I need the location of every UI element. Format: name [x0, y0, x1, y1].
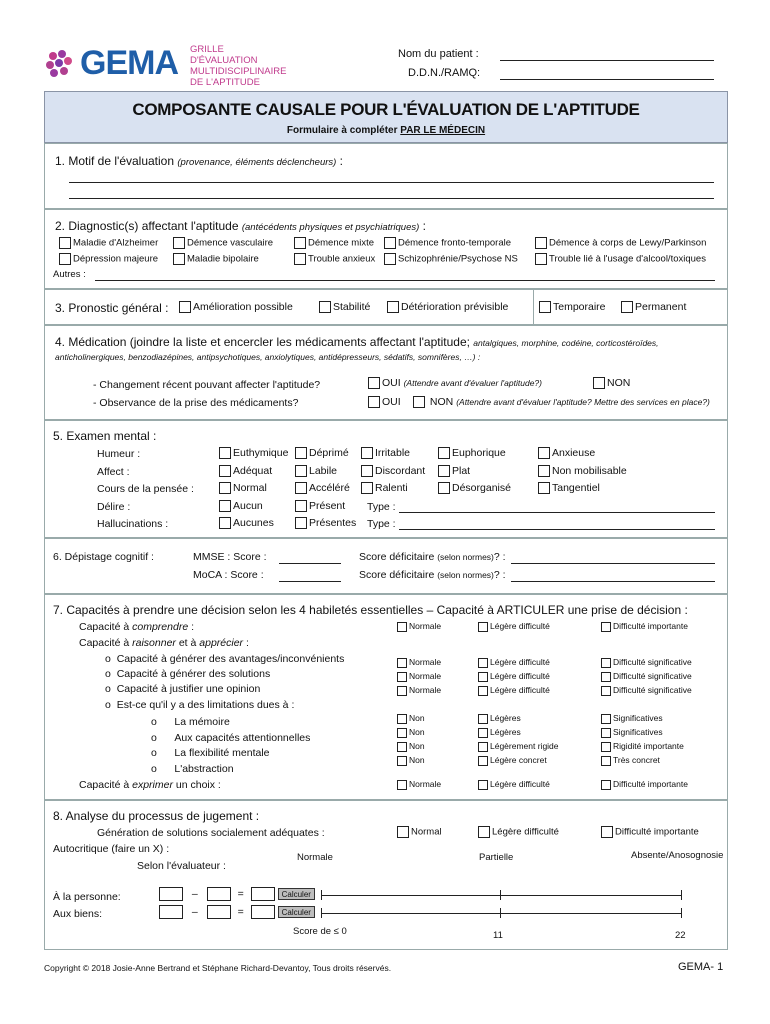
bullet-o: o: [105, 668, 111, 680]
moca-score-field[interactable]: [279, 581, 341, 582]
s7-opt: Difficulté significative: [613, 657, 692, 667]
section-motif: [44, 143, 728, 209]
s7-opt: Normale: [409, 685, 442, 695]
opt-amelioration: Amélioration possible: [193, 301, 293, 313]
cb-s5-3-0[interactable]: [219, 500, 231, 512]
opt-vasculaire: Démence vasculaire: [187, 237, 274, 249]
s7-opt: Difficulté importante: [613, 779, 688, 789]
cb-s7-0-1[interactable]: [478, 622, 488, 632]
type-label: Type :: [367, 518, 396, 530]
def-label-2: Score déficitaire: [359, 569, 438, 581]
section-pronostic: [44, 289, 728, 325]
c1b: comprendre: [132, 621, 189, 633]
motif-field-2[interactable]: [69, 198, 714, 199]
cb-s7-4-1[interactable]: [478, 714, 488, 724]
s5-opt: Déprimé: [309, 447, 349, 459]
s7-opt: Légère difficulté: [490, 685, 550, 695]
cb-s7-0-0[interactable]: [397, 622, 407, 632]
cb-gen-normal[interactable]: [397, 826, 409, 838]
ddn-label: D.D.N./RAMQ:: [408, 67, 481, 79]
opt-schizo: Schizophrénie/Psychose NS: [398, 253, 518, 265]
bullet-o: o: [151, 732, 157, 744]
lim-4: L'abstraction: [174, 763, 234, 775]
cb-s5-2-4[interactable]: [538, 482, 550, 494]
gen-legere: Légère difficulté: [492, 826, 559, 838]
def-label-1: Score déficitaire: [359, 551, 438, 563]
mmse-score-field[interactable]: [279, 563, 341, 564]
s5-opt: Anxieuse: [552, 447, 596, 459]
s5-label: 5. Examen mental :: [53, 429, 157, 443]
cb-depression[interactable]: [59, 253, 71, 265]
cb-s7-6-0[interactable]: [397, 742, 407, 752]
s7-opt: Légère difficulté: [490, 779, 550, 789]
cb-s5-0-1[interactable]: [295, 447, 307, 459]
s5-opt: Désorganisé: [452, 482, 511, 494]
cb-q2-non[interactable]: [413, 396, 425, 408]
s8-label: 8. Analyse du processus de jugement :: [53, 809, 260, 823]
cb-s5-1-4[interactable]: [538, 465, 550, 477]
moca-label: MoCA : Score :: [193, 569, 264, 581]
q2-label: - Observance de la prise des médicaments?: [93, 397, 299, 409]
s5-opt: Adéquat: [233, 464, 273, 477]
s5-opt: Présent: [309, 499, 346, 512]
cb-s7-3-0[interactable]: [397, 686, 407, 696]
s7-opt: Non: [409, 727, 425, 737]
brain-logo-icon: [42, 46, 76, 80]
s7-opt: Difficulté significative: [613, 671, 692, 681]
c2e: :: [243, 637, 249, 649]
s7-opt: Légères: [490, 713, 521, 723]
c2b: raisonner: [132, 637, 176, 649]
def-end-1: ? :: [493, 551, 506, 563]
cb-s5-0-0[interactable]: [219, 447, 231, 459]
s2-hint: (antécédents physiques et psychiatriques): [241, 222, 420, 233]
s5-opt: Aucun: [233, 499, 263, 512]
lim-1: La mémoire: [174, 716, 230, 728]
cb-s5-0-2[interactable]: [361, 447, 373, 459]
section-examen-mental: [44, 420, 728, 538]
s7-opt: Normale: [409, 671, 442, 681]
s1-label: 1. Motif de l'évaluation: [55, 154, 178, 168]
bullet-o: o: [151, 747, 157, 759]
cb-s7-2-1[interactable]: [478, 672, 488, 682]
cb-stabilite[interactable]: [319, 301, 331, 313]
motif-field-1[interactable]: [69, 182, 714, 183]
type-field[interactable]: [399, 529, 715, 530]
s7-opt: Légère difficulté: [490, 657, 550, 667]
cb-q1-oui[interactable]: [368, 377, 380, 389]
sub-3: Capacité à justifier une opinion: [116, 683, 261, 695]
patient-name-field[interactable]: [500, 60, 714, 61]
def-note-1: (selon normes): [437, 552, 494, 562]
cb-s7-4-0[interactable]: [397, 714, 407, 724]
page-title: COMPOSANTE CAUSALE POUR L'ÉVALUATION DE L'APTITUDE: [132, 100, 640, 119]
s7-opt: Légères: [490, 727, 521, 737]
section-depistage: [44, 538, 728, 594]
s1-colon: :: [336, 154, 343, 168]
s5-row-label: Affect :: [97, 465, 130, 478]
personne-score-a[interactable]: [159, 887, 183, 901]
section-capacites: [44, 594, 728, 800]
biens-score-result[interactable]: [251, 905, 275, 919]
opt-lewy: Démence à corps de Lewy/Parkinson: [549, 237, 707, 249]
cb-s5-1-2[interactable]: [361, 465, 373, 477]
biens-score-b[interactable]: [207, 905, 231, 919]
cb-s7-2-2[interactable]: [601, 672, 611, 682]
tick-11: 11: [493, 930, 503, 941]
sub-4: Est-ce qu'il y a des limitations dues à :: [116, 699, 295, 711]
s5-opt: Discordant: [375, 464, 426, 477]
s3-label: 3. Pronostic général :: [55, 301, 169, 315]
cb-s7-8-1[interactable]: [478, 780, 488, 790]
s6-label: 6. Dépistage cognitif :: [53, 551, 154, 563]
lim-3: La flexibilité mentale: [174, 747, 270, 759]
cb-s5-3-1[interactable]: [295, 500, 307, 512]
section-diagnostic: [44, 209, 728, 289]
q2-note: (Attendre avant d'évaluer l'aptitude? Mettre des services en place?): [456, 397, 710, 407]
copyright: Copyright © 2018 Josie-Anne Bertrand et Stéphane Richard-Devantoy, Tous droits réservés.: [44, 963, 392, 973]
tick-22: 22: [675, 930, 686, 941]
c3a: Capacité à: [79, 779, 133, 791]
opt-alzheimer: Maladie d'Alzheimer: [73, 237, 159, 249]
cb-s5-0-4[interactable]: [538, 447, 550, 459]
cb-s7-5-2[interactable]: [601, 728, 611, 738]
s5-opt: Irritable: [375, 447, 411, 459]
opt-bipolaire: Maladie bipolaire: [187, 253, 259, 265]
s5-row-label: Cours de la pensée :: [97, 483, 194, 495]
s7-opt: Normale: [409, 657, 442, 667]
s7-opt: Significatives: [613, 713, 663, 723]
cb-s7-4-2[interactable]: [601, 714, 611, 724]
sub-2: Capacité à générer des solutions: [116, 668, 271, 680]
s5-opt: Tangentiel: [552, 482, 600, 494]
scale-line-personne: [321, 895, 681, 896]
cb-deterioration[interactable]: [387, 301, 399, 313]
c1a: Capacité à: [79, 621, 133, 633]
s5-opt: Accéléré: [309, 482, 350, 494]
s7-opt: Légère concret: [490, 755, 547, 765]
cb-s7-5-1[interactable]: [478, 728, 488, 738]
s4-drugs1: antalgiques, morphine, codéine, corticostéroïdes,: [473, 338, 659, 348]
cb-s7-7-2[interactable]: [601, 756, 611, 766]
type-label: Type :: [367, 500, 396, 513]
bullet-o: o: [151, 763, 157, 775]
cb-s7-2-0[interactable]: [397, 672, 407, 682]
equals-sign: =: [237, 905, 244, 918]
cb-s7-5-0[interactable]: [397, 728, 407, 738]
cb-gen-importante[interactable]: [601, 826, 613, 838]
cb-lewy[interactable]: [535, 237, 547, 249]
personne-label: À la personne:: [53, 891, 121, 903]
q2-oui: OUI: [382, 396, 401, 408]
cb-s7-3-2[interactable]: [601, 686, 611, 696]
cb-temporaire[interactable]: [539, 301, 551, 313]
cb-vasculaire[interactable]: [173, 237, 185, 249]
q1-non: NON: [607, 377, 631, 389]
title-banner: [44, 91, 728, 143]
q2-non: NON: [429, 396, 454, 408]
gen-normal: Normal: [411, 826, 442, 838]
ddn-field[interactable]: [500, 79, 714, 80]
c2d: apprécier: [199, 637, 244, 649]
mmse-label: MMSE : Score :: [193, 551, 267, 563]
s5-opt: Euphorique: [452, 447, 506, 459]
s7-opt: Non: [409, 713, 425, 723]
opt-depression: Dépression majeure: [73, 253, 159, 265]
opt-stabilite: Stabilité: [333, 301, 371, 313]
subtitle-emph: PAR LE MÉDECIN: [400, 125, 486, 136]
opt-deterioration: Détérioration prévisible: [401, 301, 509, 313]
c3b: exprimer: [132, 779, 173, 791]
cb-s7-1-0[interactable]: [397, 658, 407, 668]
scale-line-biens: [321, 913, 681, 914]
equals-sign: =: [237, 887, 244, 900]
s5-row-label: Humeur :: [97, 448, 141, 460]
biens-label: Aux biens:: [53, 908, 103, 920]
subtitle-prefix: Formulaire à compléter: [286, 125, 401, 136]
logo-sub-2: MULTIDISCIPLINAIRE: [190, 66, 287, 77]
calculer-button[interactable]: Calculer: [278, 888, 315, 900]
autres-field[interactable]: [95, 280, 715, 281]
autres-label: Autres :: [53, 269, 86, 280]
def-end-2: ? :: [493, 569, 506, 581]
personne-score-result[interactable]: [251, 887, 275, 901]
s7-opt: Très concret: [613, 755, 660, 765]
mmse-def-field[interactable]: [511, 563, 715, 564]
cb-q2-oui[interactable]: [368, 396, 380, 408]
bullet-o: o: [105, 699, 111, 711]
logo: [42, 44, 292, 88]
cb-schizo[interactable]: [384, 253, 396, 265]
cb-s7-7-0[interactable]: [397, 756, 407, 766]
cb-s5-2-3[interactable]: [438, 482, 450, 494]
s5-opt: Ralenti: [375, 482, 408, 494]
opt-fronto: Démence fronto-temporale: [398, 237, 511, 249]
cb-s7-8-0[interactable]: [397, 780, 407, 790]
opt-permanent: Permanent: [635, 301, 687, 313]
opt-temporaire: Temporaire: [553, 301, 606, 313]
personne-score-b[interactable]: [207, 887, 231, 901]
logo-text: GEMA: [80, 44, 178, 82]
logo-sub-3: DE L'APTITUDE: [190, 77, 260, 88]
logo-sub-1: GRILLE D'ÉVALUATION: [190, 44, 258, 66]
cb-alcool[interactable]: [535, 253, 547, 265]
cb-alzheimer[interactable]: [59, 237, 71, 249]
def-note-2: (selon normes): [437, 570, 494, 580]
s5-opt: Euthymique: [233, 447, 289, 459]
q1-oui: OUI: [382, 377, 401, 389]
c2c: et à: [175, 637, 200, 649]
minus-sign: –: [191, 905, 198, 918]
calculer-button[interactable]: Calculer: [278, 906, 315, 918]
cb-gen-legere[interactable]: [478, 826, 490, 838]
s4-label: 4. Médication (joindre la liste et encercler les médicaments affectant l'aptitude;: [55, 335, 474, 349]
s7-opt: Légèrement rigide: [490, 741, 559, 751]
s7-opt: Non: [409, 741, 425, 751]
cb-mixte[interactable]: [294, 237, 306, 249]
cb-s7-8-2[interactable]: [601, 780, 611, 790]
s5-opt: Normal: [233, 482, 267, 494]
cb-permanent[interactable]: [621, 301, 633, 313]
cb-s5-1-0[interactable]: [219, 465, 231, 477]
gen-label: Génération de solutions socialement adéquates :: [97, 827, 325, 839]
section-medication: [44, 325, 728, 420]
cb-s5-4-1[interactable]: [295, 517, 307, 529]
cb-bipolaire[interactable]: [173, 253, 185, 265]
cb-s5-1-1[interactable]: [295, 465, 307, 477]
s4-drugs2: anticholinergiques, benzodiazépines, antipsychotiques, anxiolytiques, antidépresseurs, sédatifs, somnifères, …) :: [55, 352, 481, 362]
opt-mixte: Démence mixte: [308, 237, 374, 249]
bullet-o: o: [105, 683, 111, 695]
cb-s5-4-0[interactable]: [219, 517, 231, 529]
c3c: un choix :: [172, 779, 221, 791]
cb-anxieux[interactable]: [294, 253, 306, 265]
bullet-o: o: [105, 653, 111, 665]
section-jugement: [44, 800, 728, 950]
s2-label: 2. Diagnostic(s) affectant l'aptitude: [55, 219, 242, 233]
s7-opt: Normale: [409, 621, 442, 631]
c1c: :: [188, 621, 194, 633]
s5-opt: Présentes: [309, 517, 357, 529]
c2a: Capacité à: [79, 637, 133, 649]
cb-s7-1-2[interactable]: [601, 658, 611, 668]
gen-importante: Difficulté importante: [615, 826, 699, 838]
cb-s7-6-2[interactable]: [601, 742, 611, 752]
opt-anxieux: Trouble anxieux: [308, 253, 376, 265]
page-number: GEMA- 1: [678, 961, 724, 973]
s7-opt: Non: [409, 755, 425, 765]
bullet-o: o: [151, 716, 157, 728]
cb-amelioration[interactable]: [179, 301, 191, 313]
cb-q1-non[interactable]: [593, 377, 605, 389]
cb-s5-1-3[interactable]: [438, 465, 450, 477]
s5-opt: Labile: [309, 464, 338, 477]
s7-opt: Difficulté significative: [613, 685, 692, 695]
s7-opt: Légère difficulté: [490, 671, 550, 681]
s7-label: 7. Capacités à prendre une décision selon les 4 habiletés essentielles – Capacité à ARTICULER une prise de décision :: [53, 603, 688, 617]
s5-opt: Non mobilisable: [552, 464, 627, 477]
biens-score-a[interactable]: [159, 905, 183, 919]
moca-def-field[interactable]: [511, 581, 715, 582]
s7-opt: Légère difficulté: [490, 621, 550, 631]
lim-2: Aux capacités attentionnelles: [174, 732, 311, 744]
cb-s7-7-1[interactable]: [478, 756, 488, 766]
cb-s5-2-0[interactable]: [219, 482, 231, 494]
q1-label: - Changement récent pouvant affecter l'aptitude?: [93, 379, 321, 391]
s7-opt: Difficulté importante: [613, 621, 688, 631]
opt-alcool: Trouble lié à l'usage d'alcool/toxiques: [549, 253, 706, 265]
cb-fronto[interactable]: [384, 237, 396, 249]
s5-row-label: Hallucinations :: [97, 518, 169, 530]
cb-s7-0-2[interactable]: [601, 622, 611, 632]
type-field[interactable]: [399, 512, 715, 513]
selon-label: Selon l'évaluateur :: [137, 860, 226, 872]
s5-row-label: Délire :: [97, 500, 131, 513]
scale-normale: Normale: [297, 852, 333, 863]
s7-opt: Normale: [409, 779, 442, 789]
patient-name-label: Nom du patient :: [398, 48, 479, 60]
sub-1: Capacité à générer des avantages/inconvénients: [116, 653, 345, 665]
minus-sign: –: [191, 887, 198, 900]
s1-hint: (provenance, éléments déclencheurs): [177, 157, 337, 168]
cb-s7-1-1[interactable]: [478, 658, 488, 668]
auto-label: Autocritique (faire un X) :: [53, 843, 170, 855]
s2-colon: :: [419, 219, 426, 233]
s5-opt: Aucunes: [233, 517, 274, 529]
q1-note: (Attendre avant d'évaluer l'aptitude?): [403, 378, 542, 388]
s7-opt: Rigidité importante: [613, 741, 684, 751]
score-label: Score de ≤ 0: [293, 926, 347, 937]
cb-s5-2-1[interactable]: [295, 482, 307, 494]
cb-s5-0-3[interactable]: [438, 447, 450, 459]
cb-s7-6-1[interactable]: [478, 742, 488, 752]
scale-absente: Absente/Anosognosie: [631, 850, 724, 861]
cb-s7-3-1[interactable]: [478, 686, 488, 696]
s7-opt: Significatives: [613, 727, 663, 737]
cb-s5-2-2[interactable]: [361, 482, 373, 494]
s5-opt: Plat: [452, 464, 471, 477]
scale-partielle: Partielle: [479, 852, 514, 863]
